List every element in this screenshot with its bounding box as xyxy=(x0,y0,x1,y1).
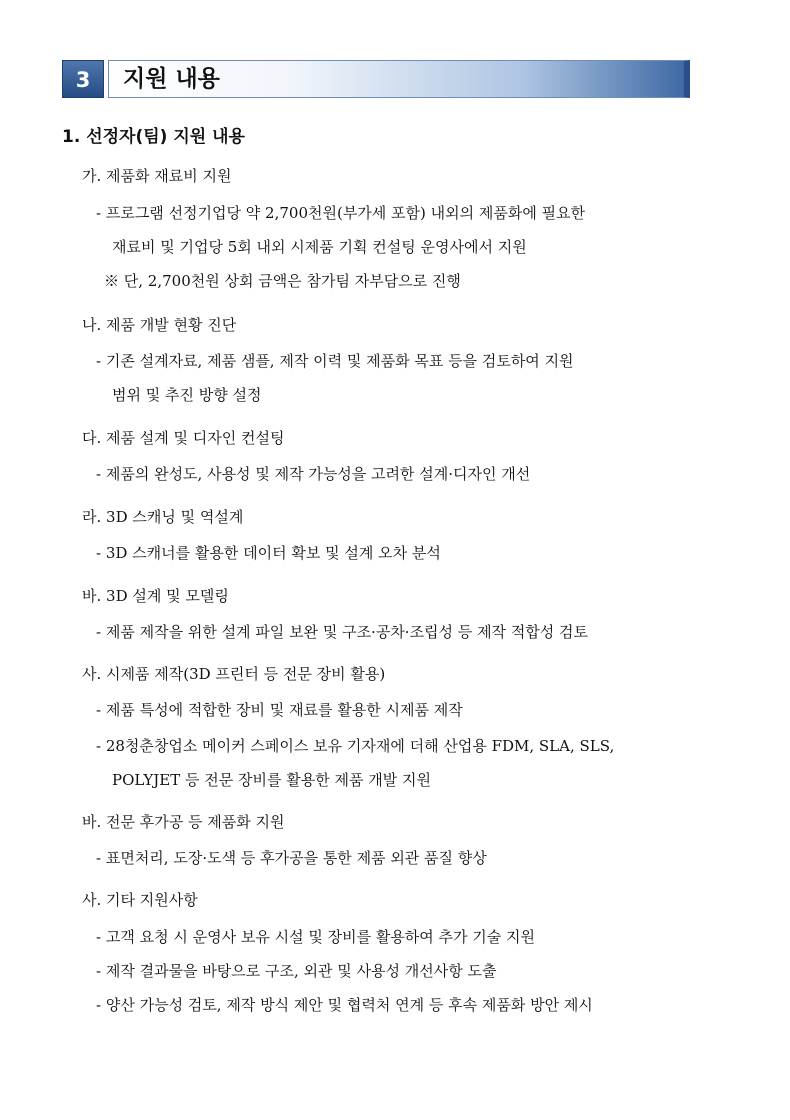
bullet-text: - 표면처리, 도장·도색 등 후가공을 통한 제품 외관 품질 향상 xyxy=(96,849,487,867)
bullet-text: - 28청춘창업소 메이커 스페이스 보유 기자재에 더해 산업용 FDM, SLA, SLS, xyxy=(96,737,615,755)
bullet-text: - 기존 설계자료, 제품 샘플, 제작 이력 및 제품화 목표 등을 검토하여 지원 xyxy=(96,352,574,370)
item-heading-3d-modeling: 바. 3D 설계 및 모델링 xyxy=(82,587,229,605)
item-heading-design-consulting: 다. 제품 설계 및 디자인 컨설팅 xyxy=(82,429,285,447)
bullet-text: - 프로그램 선정기업당 약 2,700천원(부가세 포함) 내외의 제품화에 필요한 xyxy=(96,204,586,222)
item-heading-post-processing: 바. 전문 후가공 등 제품화 지원 xyxy=(82,813,285,831)
item-heading-other-support: 사. 기타 지원사항 xyxy=(82,891,198,909)
bullet-text: - 제품의 완성도, 사용성 및 제작 가능성을 고려한 설계·디자인 개선 xyxy=(96,465,531,483)
section-header xyxy=(62,60,690,98)
subsection-heading: 1. 선정자(팀) 지원 내용 xyxy=(62,127,245,147)
section-number-badge: 3 xyxy=(62,60,104,98)
item-heading-prototype: 사. 시제품 제작(3D 프린터 등 전문 장비 활용) xyxy=(82,665,386,683)
bullet-continuation: POLYJET 등 전문 장비를 활용한 제품 개발 지원 xyxy=(112,771,431,789)
bullet-continuation: 재료비 및 기업당 5회 내외 시제품 기획 컨설팅 운영사에서 지원 xyxy=(112,238,527,256)
bullet-text: - 고객 요청 시 운영사 보유 시설 및 장비를 활용하여 추가 기술 지원 xyxy=(96,928,536,946)
bullet-text: - 제작 결과물을 바탕으로 구조, 외관 및 사용성 개선사항 도출 xyxy=(96,962,497,980)
bullet-text: - 제품 제작을 위한 설계 파일 보완 및 구조·공차·조립성 등 제작 적합성 검토 xyxy=(96,623,589,641)
item-heading-materials: 가. 제품화 재료비 지원 xyxy=(82,167,232,185)
bullet-text: - 제품 특성에 적합한 장비 및 재료를 활용한 시제품 제작 xyxy=(96,701,463,719)
bullet-text: - 양산 가능성 검토, 제작 방식 제안 및 협력처 연계 등 후속 제품화 방안 제시 xyxy=(96,996,593,1014)
item-heading-diagnosis: 나. 제품 개발 현황 진단 xyxy=(82,316,237,334)
bullet-continuation: 범위 및 추진 방향 설정 xyxy=(112,386,262,404)
section-title: 지원 내용 xyxy=(123,66,220,92)
section-title-bar xyxy=(108,60,690,98)
bullet-text: - 3D 스캐너를 활용한 데이터 확보 및 설계 오차 분석 xyxy=(96,544,441,562)
note-text: ※ 단, 2,700천원 상회 금액은 참가팀 자부담으로 진행 xyxy=(104,272,461,290)
item-heading-3d-scanning: 라. 3D 스캐닝 및 역설계 xyxy=(82,508,244,526)
